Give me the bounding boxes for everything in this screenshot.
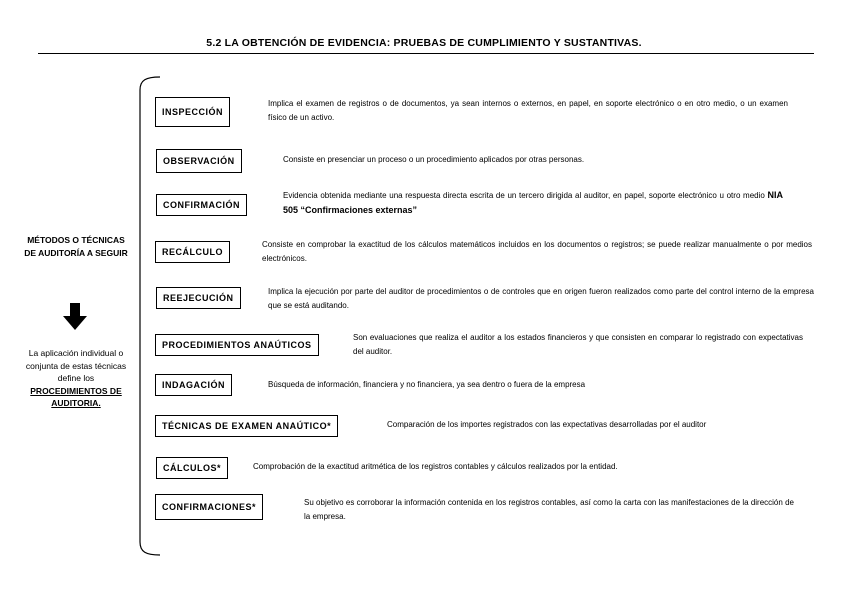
definition-reejecucion: Implica la ejecución por parte del auditor de procedimientos o de controles que en origen fueron realizados como parte del control interno de la empresa que se está auditando. [268, 287, 814, 310]
term-confirmaciones: CONFIRMACIONES* [155, 494, 263, 520]
definition-indagacion: Búsqueda de información, financiera y no financiera, ya sea dentro o fuera de la empresa [268, 380, 586, 389]
term-tecnicas-examen-analitico: TÉCNICAS DE EXAMEN ANAÚTICO* [155, 415, 338, 437]
term-observacion: OBSERVACIÓN [156, 149, 242, 173]
term-indagacion: INDAGACIÓN [155, 374, 232, 396]
definition-tecnicas-examen-analitico: Comparación de los importes registrados con las expectativas desarrolladas por el auditor [387, 420, 707, 429]
methods-description-text: La aplicación individual o conjunta de estas técnicas define los [25, 348, 127, 383]
methods-heading: MÉTODOS O TÉCNICAS DE AUDITORÍA A SEGUIR [24, 235, 128, 258]
term-procedimientos-analiticos: PROCEDIMIENTOS ANAÚTICOS [155, 334, 319, 356]
definition-calculos: Comprobación de la exactitud aritmética de los registros contables y cálculos realizados por la entidad. [253, 462, 618, 471]
definition-confirmaciones: Su objetivo es corroborar la información contenida en los registros contables, así como la carta con las manifestaciones de la dirección de la empresa. [304, 498, 794, 521]
term-inspeccion: INSPECCIÓN [155, 97, 230, 127]
page-title: 5.2 LA OBTENCIÓN DE EVIDENCIA: PRUEBAS DE CUMPLIMIENTO Y SUSTANTIVAS. [206, 37, 642, 49]
definition-confirmacion-bold: NIA 505 “Confirmaciones externas” [283, 190, 783, 215]
procedures-link: PROCEDIMIENTOS DE AUDITORIA. [30, 385, 122, 408]
down-arrow-icon [62, 303, 88, 331]
definition-inspeccion: Implica el examen de registros o de documentos, ya sean internos o externos, en papel, en soporte electrónico o en otro medio, o un examen físico de un activo. [268, 99, 788, 122]
term-reejecucion: REEJECUCIÓN [156, 287, 241, 309]
left-bracket [138, 76, 160, 556]
definition-confirmacion [283, 188, 783, 218]
term-confirmacion: CONFIRMACIÓN [156, 194, 247, 216]
definition-procedimientos-analiticos: Son evaluaciones que realiza el auditor a los estados financieros y que consisten en comparar lo registrado con expectativas del auditor. [353, 333, 803, 356]
definition-recalculo: Consiste en comprobar la exactitud de los cálculos matemáticos incluidos en los documentos o registros; se puede realizar manualmente o por medios electrónicos. [262, 240, 812, 263]
term-calculos: CÁLCULOS* [156, 457, 228, 479]
definition-confirmacion-text: Evidencia obtenida mediante una respuesta directa escrita de un tercero dirigida al auditor, en papel, soporte electrónico u otro medio [283, 191, 765, 200]
term-recalculo: RECÁLCULO [155, 241, 230, 263]
title-underline [38, 53, 814, 54]
methods-description [22, 347, 130, 410]
definition-observacion: Consiste en presenciar un proceso o un procedimiento aplicados por otras personas. [283, 155, 585, 164]
